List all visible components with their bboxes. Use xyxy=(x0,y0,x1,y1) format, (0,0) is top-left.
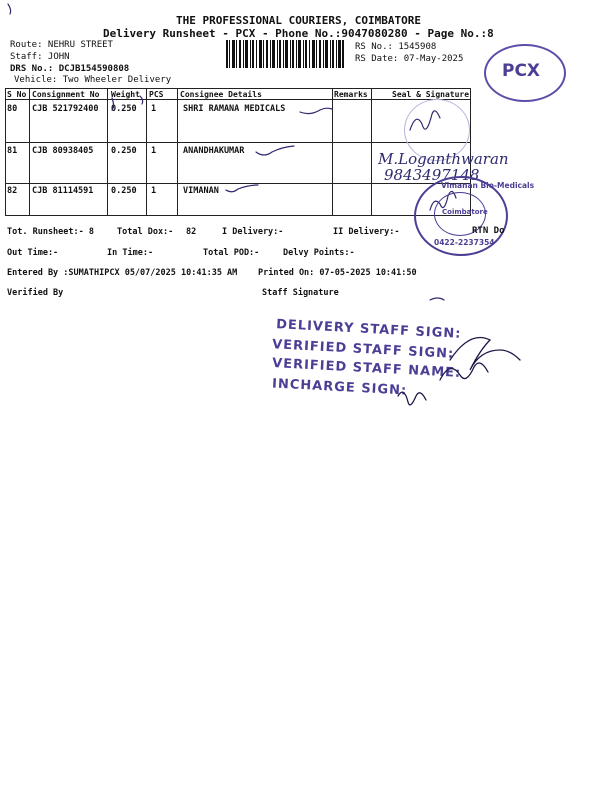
in-time: In Time:- xyxy=(107,248,154,258)
staff-label: Staff: JOHN xyxy=(10,52,70,62)
rs-date: RS Date: 07-May-2025 xyxy=(355,54,464,64)
entered-by: Entered By :SUMATHIPCX 05/07/2025 10:41:35 AM xyxy=(7,268,238,278)
out-time: Out Time:- xyxy=(7,248,59,258)
rs-number: RS No.: 1545908 xyxy=(355,42,437,52)
tick-mark-row-82 xyxy=(226,185,258,192)
stamp-delivery-staff-sign: DELIVERY STAFF SIGN: xyxy=(275,317,462,342)
rtn-label: RTN Do xyxy=(472,226,505,236)
header-weight: Weight xyxy=(111,90,140,99)
row-sno: 82 xyxy=(7,186,18,196)
row-consignment: CJB 521792400 xyxy=(32,104,99,114)
pcx-stamp-text: PCX xyxy=(502,61,541,81)
row-weight: 0.250 xyxy=(111,146,137,156)
row-consignment: CJB 80938405 xyxy=(32,146,94,156)
pen-mark xyxy=(8,4,11,14)
total-dox-label: Total Dox:- xyxy=(117,227,174,237)
row-pcs: 1 xyxy=(151,186,157,196)
stamp-verified-staff-name: VERIFIED STAFF NAME: xyxy=(271,356,462,381)
pen-mark xyxy=(112,98,114,110)
printed-on: Printed On: 07-05-2025 10:41:50 xyxy=(258,268,417,278)
staff-signature-label: Staff Signature xyxy=(262,288,339,298)
row-consignment: CJB 81114591 xyxy=(32,186,94,196)
handwritten-name: M.Loganthwaran xyxy=(378,150,509,168)
row-consignee: SHRI RAMANA MEDICALS xyxy=(183,104,286,114)
row-consignee: VIMANAN xyxy=(183,186,219,196)
seal-phone: 0422-2237354 xyxy=(434,238,495,247)
row-weight: 0.250 xyxy=(111,104,137,114)
row-sno: 81 xyxy=(7,146,18,156)
drs-number: DRS No.: DCJB154590808 xyxy=(10,64,130,74)
vehicle-label: Vehicle: Two Wheeler Delivery xyxy=(14,75,172,85)
row-weight: 0.250 xyxy=(111,186,137,196)
verified-staff-signature xyxy=(440,363,488,380)
verified-by: Verified By xyxy=(7,288,64,298)
row-pcs: 1 xyxy=(151,146,157,156)
delivery-staff-signature xyxy=(450,338,520,371)
total-pod: Total POD:- xyxy=(203,248,260,258)
header-sno: S No xyxy=(7,90,27,99)
tot-runsheet: Tot. Runsheet:- 8 xyxy=(7,227,94,237)
stamp-signatures xyxy=(380,320,550,420)
handwritten-phone: 9843497148 xyxy=(384,166,480,184)
runsheet-subtitle: Delivery Runsheet - PCX - Phone No.:9047080280 - Page No.:8 xyxy=(103,27,494,40)
seal-city: Coimbatore xyxy=(442,208,488,216)
incharge-signature xyxy=(398,392,426,405)
ii-delivery: II Delivery:- xyxy=(333,227,400,237)
stamp-verified-staff-sign: VERIFIED STAFF SIGN: xyxy=(271,337,455,362)
header-seal-signature: Seal & Signature xyxy=(392,90,470,99)
company-title: THE PROFESSIONAL COURIERS, COIMBATORE xyxy=(176,14,422,27)
total-dox-value: 82 xyxy=(186,227,197,237)
seal-name: Vimanan Bio-Medicals xyxy=(441,181,535,190)
header-consignment: Consignment No xyxy=(32,90,100,99)
tick-mark-row-80 xyxy=(300,108,332,113)
header-remarks: Remarks xyxy=(334,90,368,99)
route-label: Route: NEHRU STREET xyxy=(10,40,113,50)
stamp-incharge-sign: INCHARGE SIGN: xyxy=(271,376,408,399)
delvy-points: Delvy Points:- xyxy=(283,248,355,258)
pen-mark xyxy=(430,298,444,300)
i-delivery: I Delivery:- xyxy=(222,227,284,237)
header-consignee: Consignee Details xyxy=(180,90,262,99)
row-pcs: 1 xyxy=(151,104,157,114)
pen-mark xyxy=(140,96,143,104)
row-sno: 80 xyxy=(7,104,18,114)
tick-mark-row-81 xyxy=(256,146,294,155)
row-consignee: ANANDHAKUMAR xyxy=(183,146,245,156)
header-pcs: PCS xyxy=(149,90,164,99)
